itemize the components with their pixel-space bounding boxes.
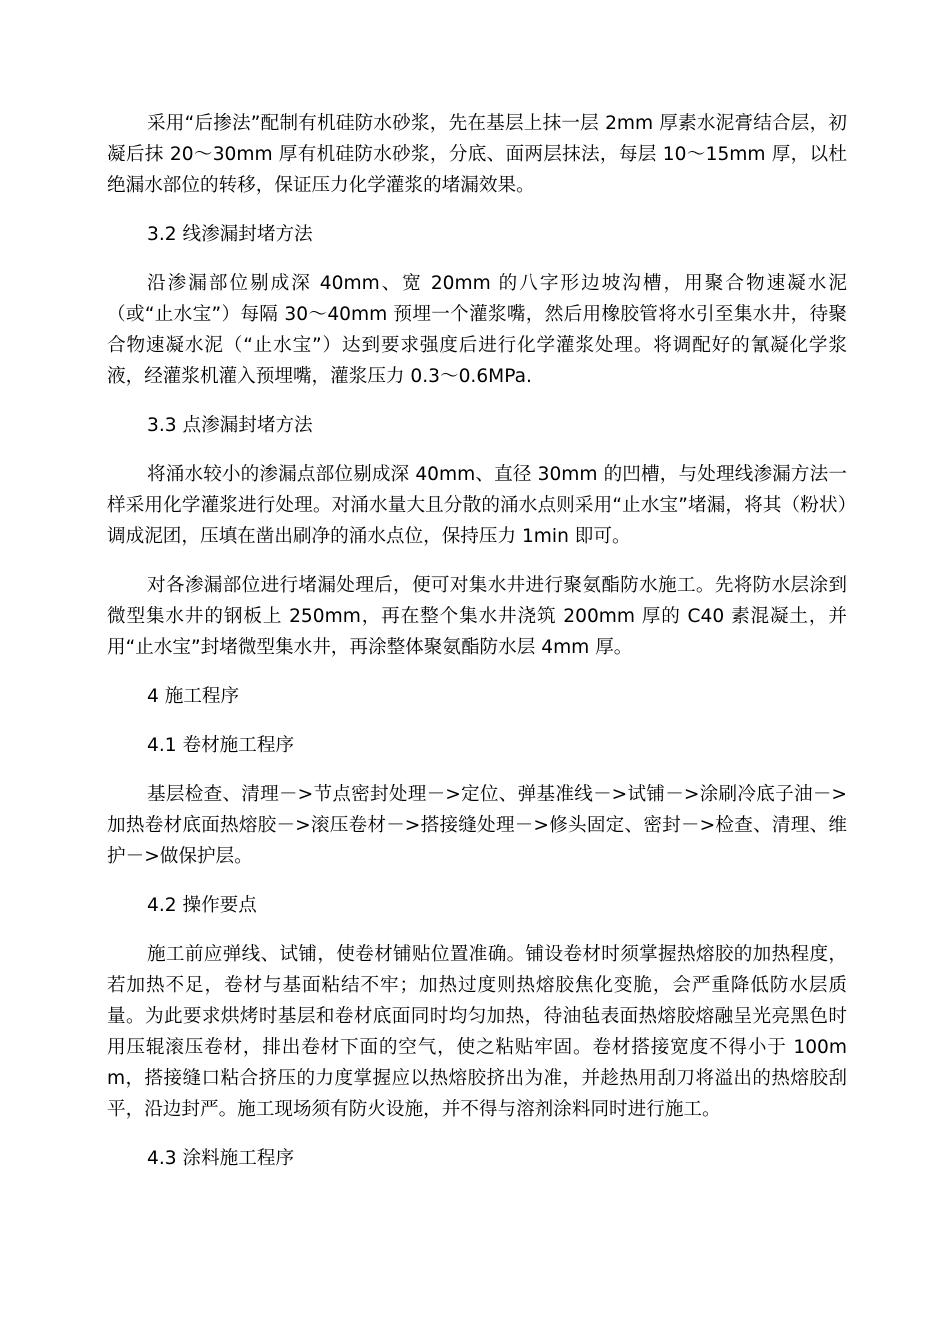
paragraph-membrane-procedure: 基层检查、清理－>节点密封处理－>定位、弹基准线－>试铺－>涂刷冷底子油－>加热卷材底面热熔胶－>滚压卷材－>搭接缝处理－>修头固定、密封－>检查、清理、维护－>做保护层。: [107, 784, 847, 867]
document-page: [107, 108, 847, 1192]
paragraph-sump-waterproofing: 对各渗漏部位进行堵漏处理后，便可对集水井进行聚氨酯防水施工。先将防水层涂到微型集水井的钢板上 250mm，再在整个集水井浇筑 200mm 厚的 C40 素混凝土，并用“止水宝”封堵微型集水井，再涂整体聚氨酯防水层 4mm 厚。: [107, 575, 847, 658]
paragraph-mortar-method: 采用“后掺法”配制有机硅防水砂浆，先在基层上抹一层 2mm 厚素水泥膏结合层，初凝后抹 20～30mm 厚有机硅防水砂浆，分底、面两层抹法，每层 10～15mm 厚，以杜绝漏水部位的转移，保证压力化学灌浆的堵漏效果。: [107, 113, 847, 196]
heading-3-3: 3.3 点渗漏封堵方法: [147, 415, 313, 436]
paragraph-point-leak-method: 将涌水较小的渗漏点部位剔成深 40mm、直径 30mm 的凹槽，与处理线渗漏方法一样采用化学灌浆进行处理。对涌水量大且分散的涌水点则采用“止水宝”堵漏，将其（粉状）调成泥团，压填在凿出刷净的涌水点位，保持压力 1min 即可。: [107, 464, 847, 547]
paragraph-operation-points: 施工前应弹线、试铺，使卷材铺贴位置准确。铺设卷材时须掌握热熔胶的加热程度，若加热不足，卷材与基面粘结不牢；加热过度则热熔胶焦化变脆，会严重降低防水层质量。为此要求烘烤时基层和卷材底面同时均匀加热，待油毡表面热熔胶熔融呈光亮黑色时用压辊滚压卷材，排出卷材下面的空气，使之粘贴牢固。卷材搭接宽度不得小于 100mm，搭接缝口粘合挤压的力度掌握应以热熔胶挤出为准，并趁热用刮刀将溢出的热熔胶刮平，沿边封严。施工现场须有防火设施，并不得与溶剂涂料同时进行施工。: [107, 944, 847, 1120]
heading-3-2: 3.2 线渗漏封堵方法: [147, 224, 313, 245]
heading-4-1: 4.1 卷材施工程序: [147, 735, 295, 756]
heading-4-2: 4.2 操作要点: [147, 895, 257, 916]
heading-4: 4 施工程序: [147, 686, 240, 707]
heading-4-3: 4.3 涂料施工程序: [147, 1148, 295, 1169]
paragraph-line-leak-method: 沿渗漏部位剔成深 40mm、宽 20mm 的八字形边坡沟槽，用聚合物速凝水泥（或“止水宝”）每隔 30～40mm 预埋一个灌浆嘴，然后用橡胶管将水引至集水井，待聚合物速凝水泥（“止水宝”）达到要求强度后进行化学灌浆处理。将调配好的氰凝化学浆液，经灌浆机灌入预埋嘴，灌浆压力 0.3～0.6MPa.: [107, 273, 847, 387]
